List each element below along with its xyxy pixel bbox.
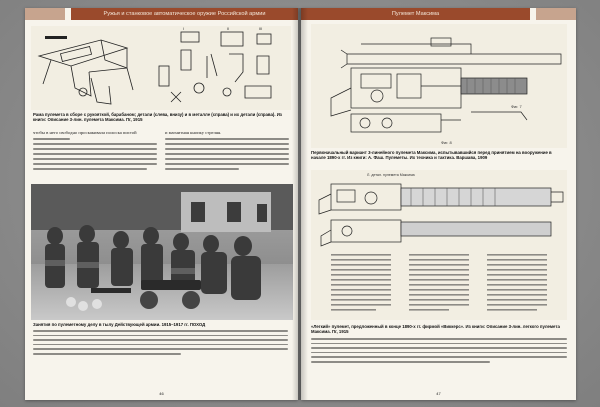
top-caption: Первоначальный вариант 3-линейного пулемета Максима, испытывавшийся перед принятием на вооружение в начале 1890-х гг. Из книги: А. Фаш. Пулеметы. Их техника и тактика. Варшава, 1909 xyxy=(311,150,552,161)
parts-drawing-title: Л. детал. пулемета Максима xyxy=(367,173,415,177)
fig-7-label: Фиг. 7 xyxy=(511,104,522,109)
body-column-1 xyxy=(33,130,157,173)
body-column-2-first-line: и магнитная кнопку стреляя. xyxy=(165,130,222,135)
maxim-top-drawing xyxy=(311,24,567,148)
left-page xyxy=(25,8,298,400)
page-number: 47 xyxy=(436,391,441,396)
right-page xyxy=(301,8,576,400)
svg-text:III: III xyxy=(259,26,263,31)
top-figure-caption: Рама пулемета в сборе с рукояткой, барабаном; детали (слева, внизу) и в металле (справа) и их детали (справа). Из книги: Описание 3-лин. пулемета Максима. Пг, 1915 xyxy=(33,112,282,123)
page-number: 46 xyxy=(159,391,164,396)
running-head-edge xyxy=(25,8,65,20)
running-head: Ружья и станковое автоматическое оружие Российской армии xyxy=(71,8,298,20)
maxim-parts-drawing xyxy=(311,170,567,320)
photo-caption-details xyxy=(33,330,288,358)
svg-text:II: II xyxy=(227,26,230,31)
fig-8-label: Фиг. 8 xyxy=(441,140,452,145)
body-column-1-text xyxy=(33,138,157,170)
gun-lock-drawing xyxy=(31,26,291,110)
bottom-caption-details xyxy=(311,338,567,366)
body-column-2 xyxy=(165,130,289,173)
running-head-edge xyxy=(536,8,576,20)
photo-caption: Занятия по пулеметному делу в тылу Действующей армии. 1915–1917 гг. ПОХОД xyxy=(33,322,206,327)
bottom-caption: «Легкий» пулемет, предложенный в конце 1890-х гг. фирмой «Виккерс». Из книги: Описание 3-лин. легкого пулемета Максима. Пг, 1915 xyxy=(311,324,560,335)
running-head: Пулемет Максима xyxy=(301,8,530,20)
body-column-2-text xyxy=(165,138,289,170)
body-column-1-first-line: чтобы в него свободно проскакивала полоска пистой xyxy=(33,130,137,135)
svg-text:I: I xyxy=(183,26,185,31)
soldiers-photo xyxy=(31,184,293,320)
